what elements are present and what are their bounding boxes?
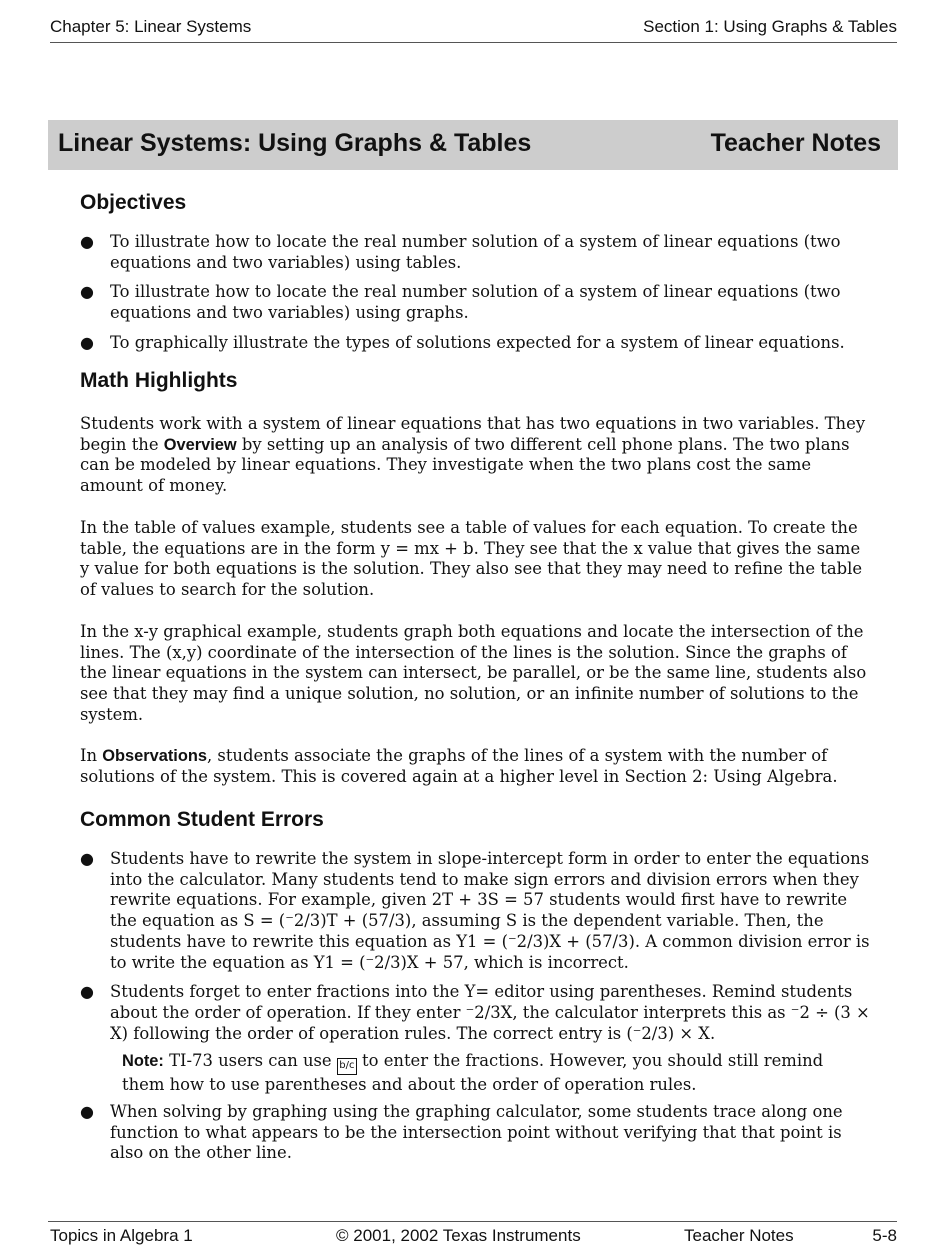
section-label: Section 1: Using Graphs & Tables bbox=[643, 17, 897, 36]
math-highlights-heading: Math Highlights bbox=[80, 369, 238, 392]
error-item bbox=[80, 1102, 870, 1164]
running-header bbox=[50, 17, 897, 43]
objectives-heading: Objectives bbox=[80, 191, 187, 214]
error-text: Students have to rewrite the system in slope-intercept form in order to enter the equations into the calculator. Many students tend to make sign errors and division errors when they rewrite equations. For example, given 2T + 3S = 57 students would first have to rewrite the equation as S = (⁻2/3)T + (57/3), assuming S is the dependent variable. Then, the students have to rewrite this equation as Y1 = (⁻2/3)X + (57/3). A common division error is to write the equation as Y1 = (⁻2/3)X + 57, which is incorrect. bbox=[110, 849, 870, 972]
page-title: Linear Systems: Using Graphs & Tables bbox=[58, 129, 532, 157]
copyright: © 2001, 2002 Texas Instruments bbox=[336, 1226, 581, 1245]
teacher-notes-tag: Teacher Notes bbox=[710, 129, 881, 157]
book-title: Topics in Algebra 1 bbox=[50, 1226, 193, 1245]
paragraph-text: by setting up an analysis of two different cell phone plans. The two plans can be modeled by linear equations. They investigate when the two plans cost the same amount of money. bbox=[80, 434, 850, 496]
error-text: Students forget to enter fractions into the Y= editor using parentheses. Remind students about the order of operation. If they enter ⁻2/3X, the calculator interprets this as ⁻2 ÷ (3 × X) following the order of operation rules. The correct entry is (⁻2/3) × X. bbox=[110, 982, 870, 1043]
bullet-icon: ● bbox=[80, 1102, 94, 1121]
ti73-note bbox=[122, 1051, 870, 1096]
overview-paragraph bbox=[80, 414, 870, 497]
objectives-list bbox=[80, 232, 870, 354]
graph-paragraph: In the x-y graphical example, students graph both equations and locate the intersection of the lines. The (x,y) coordinate of the intersection of the lines is the solution. Since the graphs of the linear equations in the system can intersect, be parallel, or be the same line, students also see that they may find a unique solution, no solution, or an infinite number of solutions to the system. bbox=[80, 622, 867, 724]
note-text: to enter the fractions. However, you should still remind them how to use parentheses and about the order of operation rules. bbox=[122, 1051, 824, 1094]
objective-text: To graphically illustrate the types of solutions expected for a system of linear equations. bbox=[110, 332, 845, 352]
paragraph-text: Students work with a system of linear equations that has two equations in two variables. They begin the bbox=[80, 414, 866, 454]
table-paragraph: In the table of values example, students see a table of values for each equation. To create the table, the equations are in the form y = mx + b. They see that the x value that gives the same y value for both equations is the solution. They also see that they may need to refine the table of values to search for the solution. bbox=[80, 518, 863, 600]
bullet-icon: ● bbox=[80, 332, 94, 352]
objective-item bbox=[80, 333, 870, 354]
footer-teacher-notes: Teacher Notes bbox=[684, 1226, 794, 1245]
bullet-icon: ● bbox=[80, 982, 94, 1002]
bullet-icon: ● bbox=[80, 849, 94, 868]
chapter-label: Chapter 5: Linear Systems bbox=[50, 17, 252, 36]
note-text: TI-73 users can use bbox=[163, 1051, 337, 1070]
paragraph-text: , students associate the graphs of the lines of a system with the number of solutions of the system. This is covered again at a higher level in Section 2: Using Algebra. bbox=[80, 746, 838, 786]
observations-paragraph bbox=[80, 746, 870, 787]
errors-list-a bbox=[80, 849, 870, 1044]
error-item bbox=[80, 982, 870, 1044]
paragraph-text: In bbox=[80, 746, 103, 765]
observations-term: Observations bbox=[102, 747, 208, 765]
error-item bbox=[80, 849, 870, 973]
note-label: Note: bbox=[122, 1052, 164, 1070]
objective-text: To illustrate how to locate the real number solution of a system of linear equations (two equations and two variables) using tables. bbox=[110, 232, 841, 272]
running-footer bbox=[48, 1221, 897, 1252]
objective-item bbox=[80, 282, 870, 323]
objective-item bbox=[80, 232, 870, 273]
fraction-key-icon: b/c bbox=[337, 1058, 357, 1075]
bullet-icon: ● bbox=[80, 232, 94, 251]
bullet-icon: ● bbox=[80, 282, 94, 302]
objective-text: To illustrate how to locate the real number solution of a system of linear equations (two equations and two variables) using graphs. bbox=[110, 282, 841, 323]
title-bar bbox=[48, 120, 898, 170]
error-text: When solving by graphing using the graphing calculator, some students trace along one function to what appears to be the intersection point without verifying that that point is also on the other line. bbox=[110, 1102, 843, 1163]
errors-list-b bbox=[80, 1102, 870, 1164]
overview-term: Overview bbox=[163, 435, 237, 454]
common-errors-heading: Common Student Errors bbox=[80, 808, 324, 831]
page-number: 5-8 bbox=[872, 1226, 897, 1245]
